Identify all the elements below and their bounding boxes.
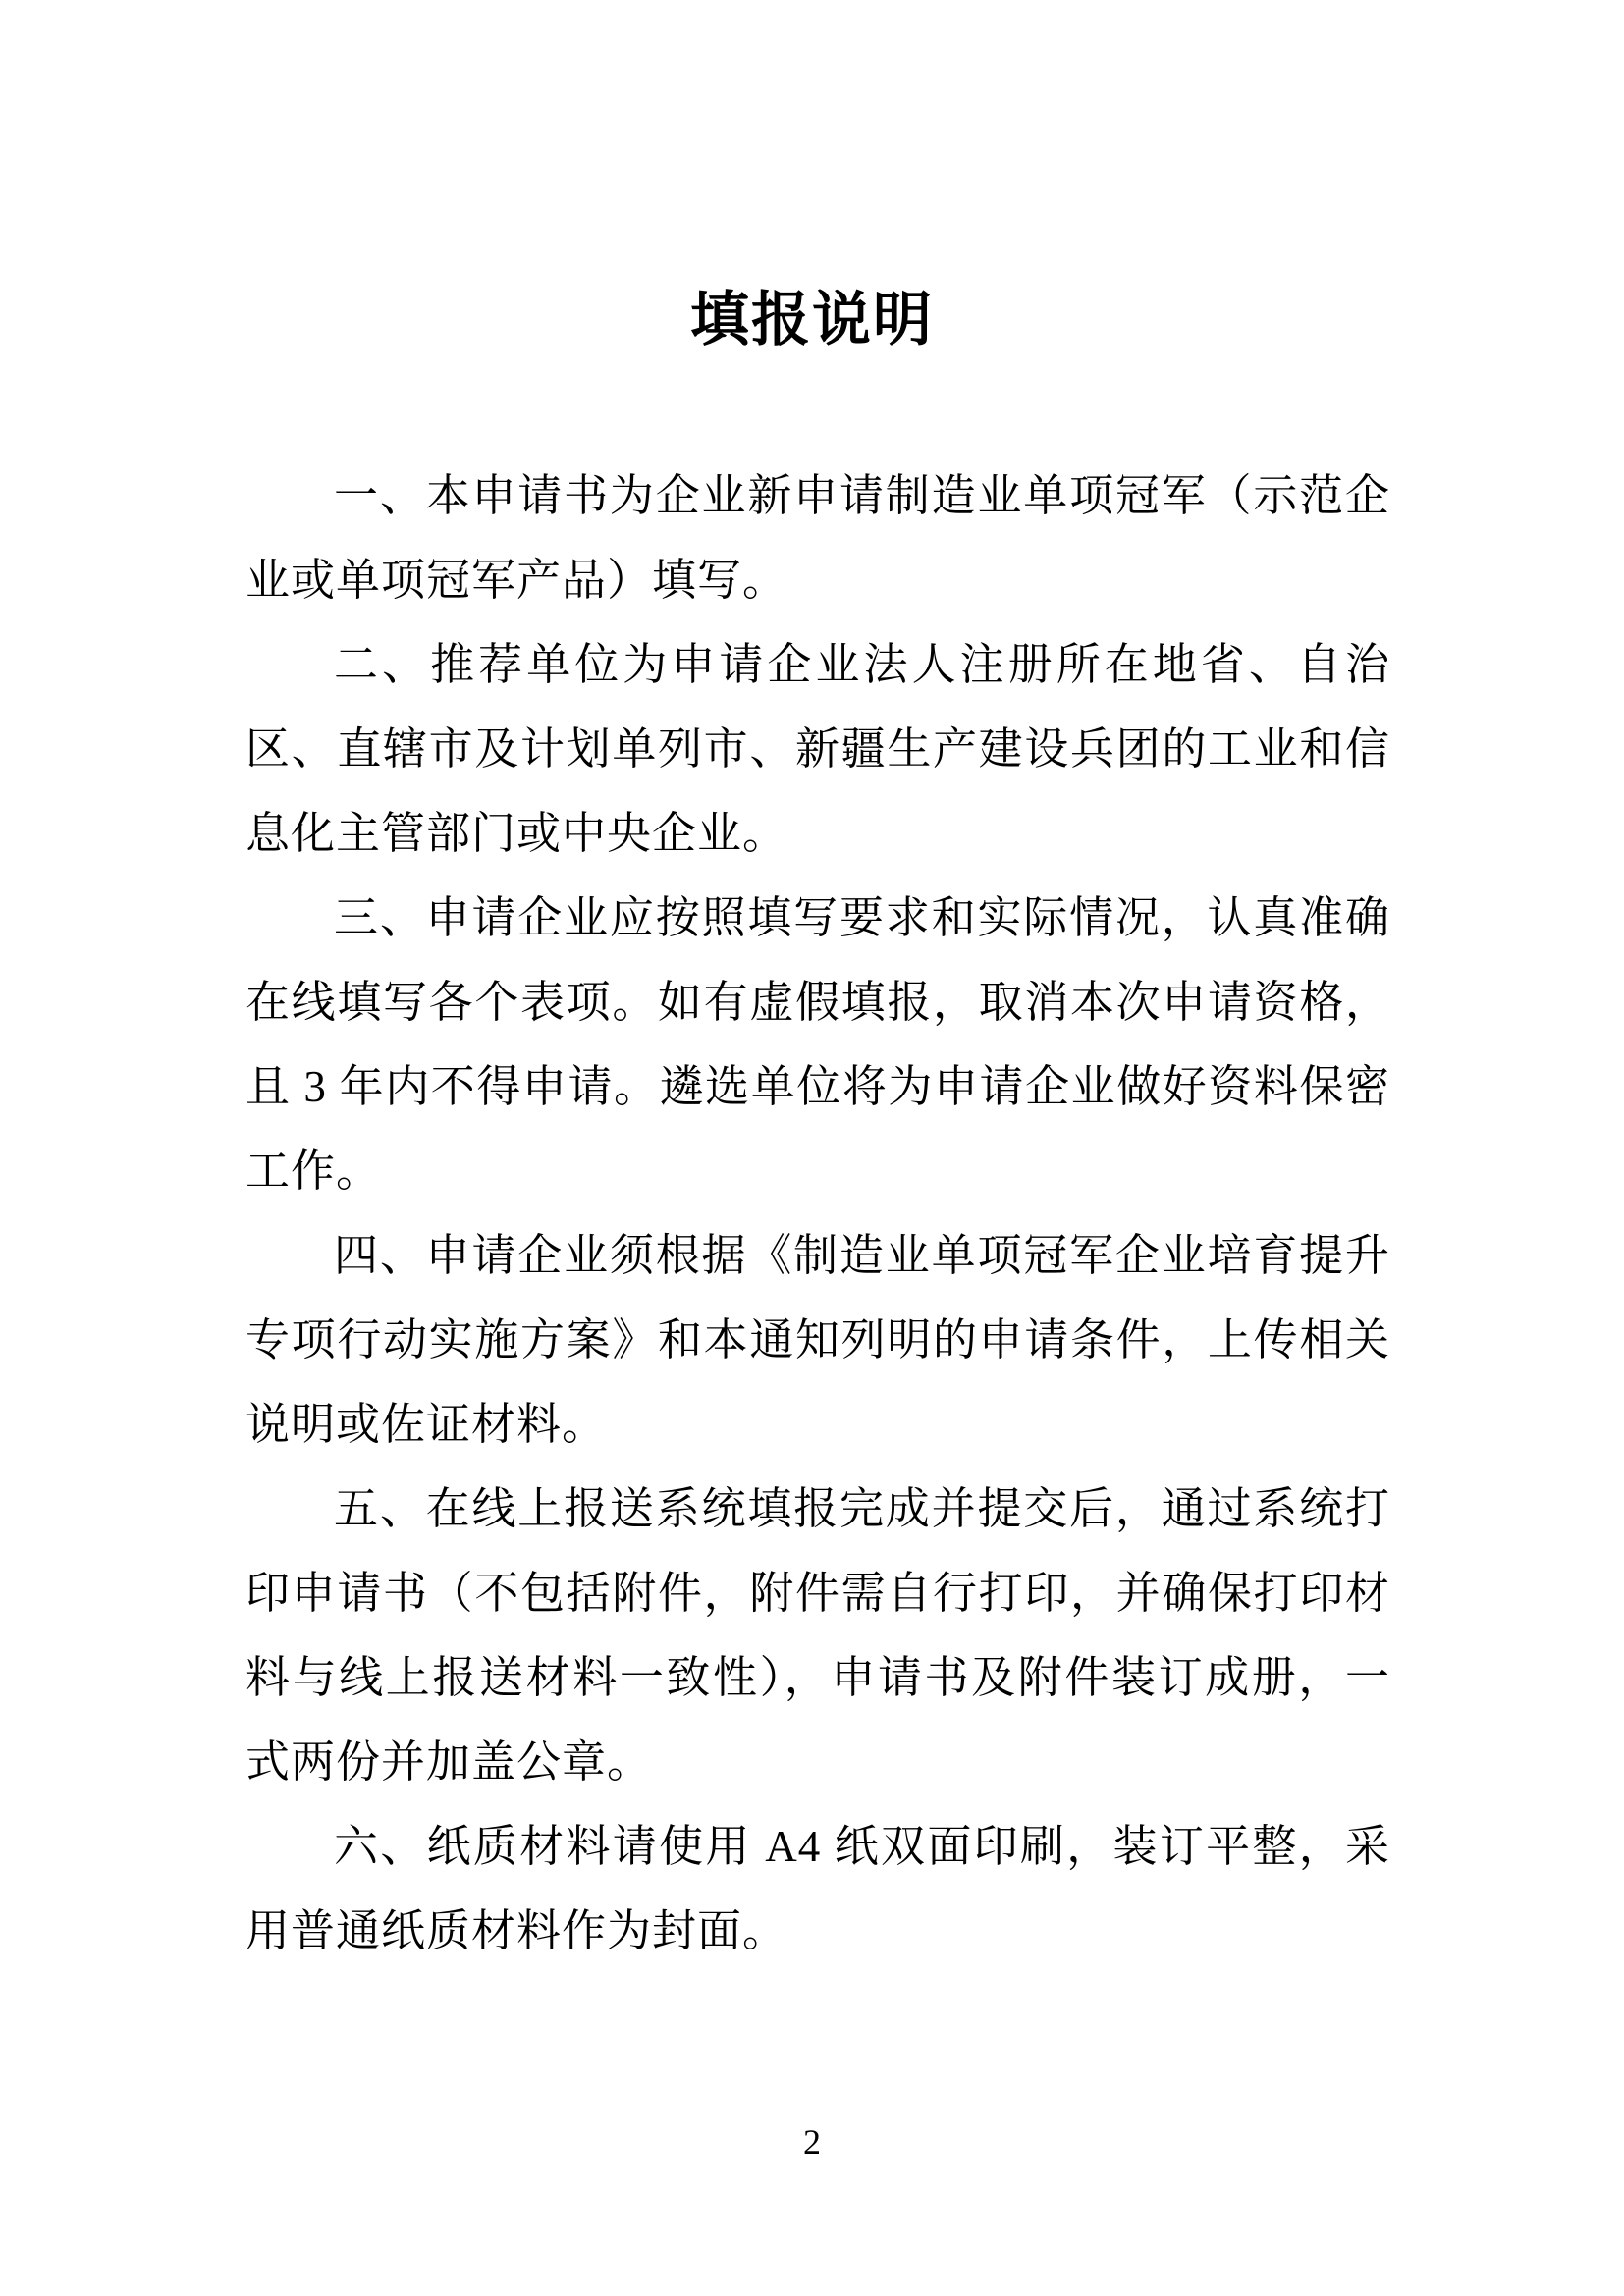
document-body bbox=[245, 454, 1390, 1973]
paragraph-1: 一、本申请书为企业新申请制造业单项冠军（示范企业或单项冠军产品）填写。 bbox=[245, 471, 1390, 605]
paragraph-4: 四、申请企业须根据《制造业单项冠军企业培育提升专项行动实施方案》和本通知列明的申请条件，上传相关说明或佐证材料。 bbox=[245, 1231, 1390, 1449]
paragraph-6: 六、纸质材料请使用 A4 纸双面印刷，装订平整，采用普通纸质材料作为封面。 bbox=[245, 1822, 1390, 1955]
paragraph-3: 三、申请企业应按照填写要求和实际情况，认真准确在线填写各个表项。如有虚假填报，取消本次申请资格，且 3 年内不得申请。遴选单位将为申请企业做好资料保密工作。 bbox=[245, 893, 1390, 1196]
paragraph-2: 二、推荐单位为申请企业法人注册所在地省、自治区、直辖市及计划单列市、新疆生产建设兵团的工业和信息化主管部门或中央企业。 bbox=[245, 640, 1390, 858]
page-number: 2 bbox=[803, 2122, 821, 2162]
document-title: 填报说明 bbox=[690, 288, 934, 352]
paragraph-5: 五、在线上报送系统填报完成并提交后，通过系统打印申请书（不包括附件，附件需自行打印，并确保打印材料与线上报送材料一致性），申请书及附件装订成册，一式两份并加盖公章。 bbox=[245, 1484, 1390, 1787]
